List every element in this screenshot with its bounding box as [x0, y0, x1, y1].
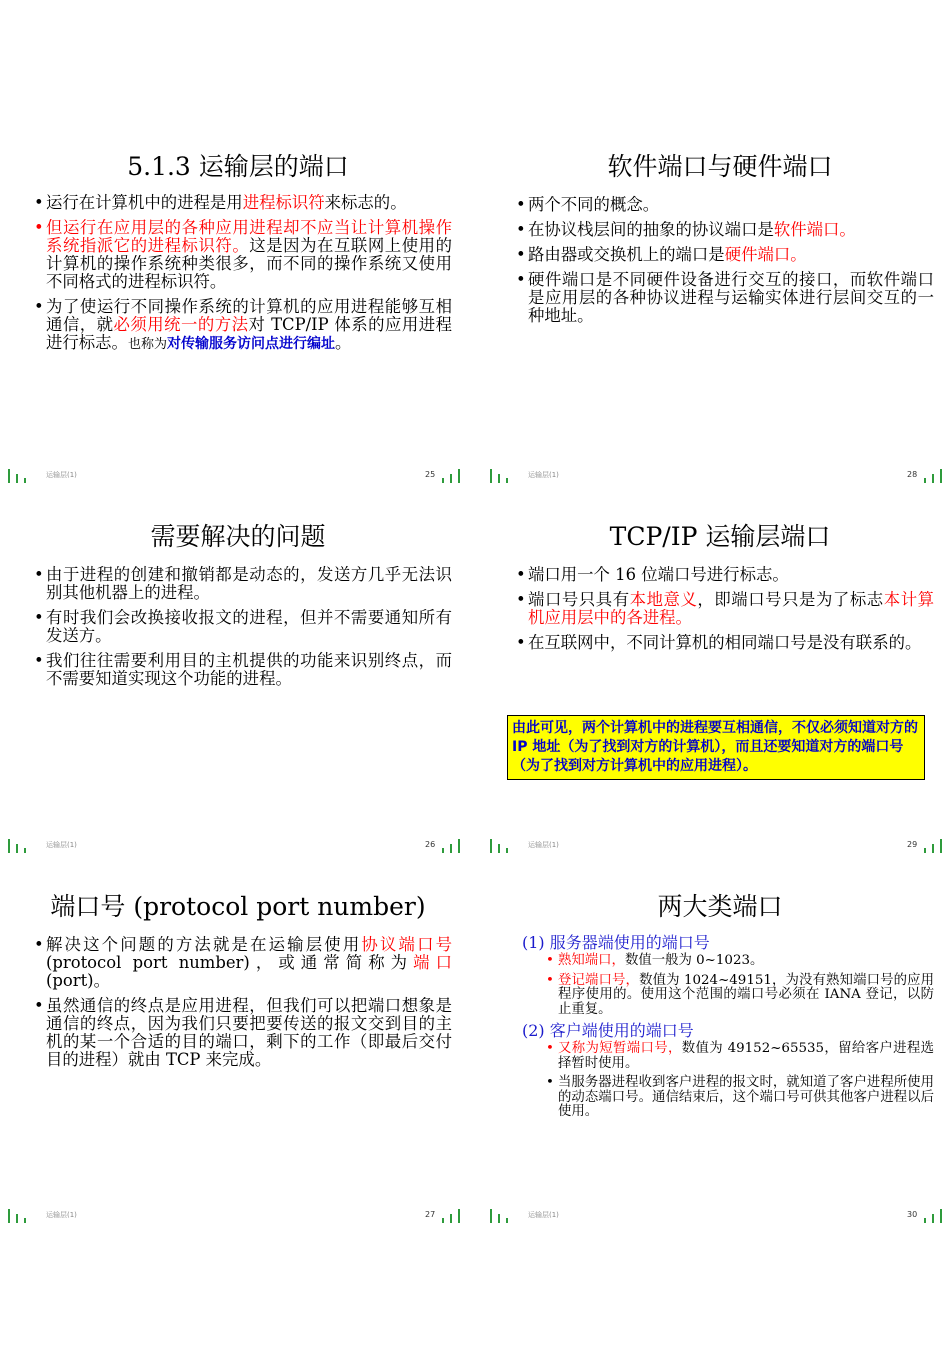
slide-footer — [488, 461, 952, 485]
slide-body — [516, 196, 934, 332]
page-number: 29 — [907, 840, 918, 849]
bullet-item: • 但运行在应用层的各种应用进程却不应当让计算机操作系统指派它的进程标识符。这是因为在互联网上使用的计算机的操作系统种类很多，而不同的操作系统又使用不同格式的进程标识符。 — [34, 219, 452, 291]
page-number: 26 — [425, 840, 436, 849]
slide-body — [34, 936, 452, 1076]
slide-25 — [6, 138, 470, 508]
footer-label: 运输层(1) — [46, 841, 77, 849]
slide-29 — [488, 508, 952, 878]
slide-footer — [6, 1201, 470, 1225]
slide-body — [516, 566, 934, 659]
bullet-item: • 我们往往需要利用目的主机提供的功能来识别终点，而不需要知道实现这个功能的进程。 — [34, 652, 452, 688]
bullet-item: • 硬件端口是不同硬件设备进行交互的接口，而软件端口是应用层的各种协议进程与运输实体进行层间交互的一种地址。 — [516, 271, 934, 325]
page-number: 28 — [907, 470, 918, 479]
bullet-item: • 有时我们会改换接收报文的进程，但并不需要通知所有发送方。 — [34, 609, 452, 645]
footer-label: 运输层(1) — [528, 471, 559, 479]
slide-body — [34, 194, 452, 361]
footer-bars-left — [490, 1201, 512, 1223]
footer-bars-left — [8, 1201, 30, 1223]
page-number: 25 — [425, 470, 436, 479]
footer-label: 运输层(1) — [528, 1211, 559, 1219]
sub-bullet-item: • 熟知端口，数值一般为 0~1023。 — [546, 954, 934, 969]
slide-title: 端口号 (protocol port number) — [50, 892, 426, 921]
slide-title: TCP/IP 运输层端口 — [609, 522, 831, 551]
footer-bars-right — [924, 1201, 946, 1223]
footer-bars-left — [8, 461, 30, 483]
slide-27 — [6, 878, 470, 1248]
footer-bars-right — [442, 461, 464, 483]
slide-body — [522, 934, 934, 1125]
section-heading: (1) 服务器端使用的端口号 — [522, 933, 710, 952]
sub-bullet-item: • 当服务器进程收到客户进程的报文时，就知道了客户进程所使用的动态端口号。通信结束后，这个端口号可供其他客户进程以后使用。 — [546, 1076, 934, 1120]
footer-bars-right — [442, 831, 464, 853]
footer-bars-right — [442, 1201, 464, 1223]
bullet-item: • 端口号只具有本地意义，即端口号只是为了标志本计算机应用层中的各进程。 — [516, 591, 934, 627]
slide-28 — [488, 138, 952, 508]
slide-footer — [488, 1201, 952, 1225]
slide-title: 两大类端口 — [657, 892, 783, 921]
page-number: 27 — [425, 1210, 436, 1219]
section-heading: (2) 客户端使用的端口号 — [522, 1021, 694, 1040]
sub-bullet-item: • 又称为短暂端口号，数值为 49152~65535，留给客户进程选择暂时使用。 — [546, 1042, 934, 1071]
footer-bars-right — [924, 831, 946, 853]
slide-footer — [488, 831, 952, 855]
slide-30 — [488, 878, 952, 1248]
bullet-item: • 在互联网中，不同计算机的相同端口号是没有联系的。 — [516, 634, 934, 652]
bullet-item: • 为了使运行不同操作系统的计算机的应用进程能够互相通信，就必须用统一的方法对 TCP/IP 体系的应用进程进行标志。也称为对传输服务访问点进行编址。 — [34, 298, 452, 354]
bullet-item: • 端口用一个 16 位端口号进行标志。 — [516, 566, 934, 584]
slide-26 — [6, 508, 470, 878]
bullet-item: • 虽然通信的终点是应用进程，但我们可以把端口想象是通信的终点，因为我们只要把要传送的报文交到目的主机的某一个合适的目的端口，剩下的工作（即最后交付目的进程）就由 TCP 来完成。 — [34, 997, 452, 1069]
bullet-item: • 路由器或交换机上的端口是硬件端口。 — [516, 246, 934, 264]
footer-label: 运输层(1) — [528, 841, 559, 849]
bullet-item: • 由于进程的创建和撤销都是动态的，发送方几乎无法识别其他机器上的进程。 — [34, 566, 452, 602]
footer-label: 运输层(1) — [46, 471, 77, 479]
sub-bullet-item: • 登记端口号，数值为 1024~49151，为没有熟知端口号的应用程序使用的。使用这个范围的端口号必须在 IANA 登记，以防止重复。 — [546, 974, 934, 1018]
page-number: 30 — [907, 1210, 918, 1219]
slide-title: 需要解决的问题 — [150, 522, 326, 551]
slide-body — [34, 566, 452, 695]
footer-label: 运输层(1) — [46, 1211, 77, 1219]
slide-title: 5.1.3 运输层的端口 — [127, 152, 349, 181]
footer-bars-right — [924, 461, 946, 483]
footer-bars-left — [490, 461, 512, 483]
bullet-item: • 运行在计算机中的进程是用进程标识符来标志的。 — [34, 194, 452, 212]
slide-footer — [6, 831, 470, 855]
footer-bars-left — [8, 831, 30, 853]
footer-bars-left — [490, 831, 512, 853]
slide-footer — [6, 461, 470, 485]
highlight-callout: 由此可见，两个计算机中的进程要互相通信，不仅必须知道对方的 IP 地址（为了找到对方的计算机），而且还要知道对方的端口号（为了找到对方计算机中的应用进程）。 — [507, 715, 925, 780]
bullet-item: • 在协议栈层间的抽象的协议端口是软件端口。 — [516, 221, 934, 239]
bullet-item: • 解决这个问题的方法就是在运输层使用协议端口号 (protocol port number)，或通常简称为端口 (port)。 — [34, 936, 452, 990]
bullet-item: • 两个不同的概念。 — [516, 196, 934, 214]
slide-title: 软件端口与硬件端口 — [607, 152, 833, 181]
